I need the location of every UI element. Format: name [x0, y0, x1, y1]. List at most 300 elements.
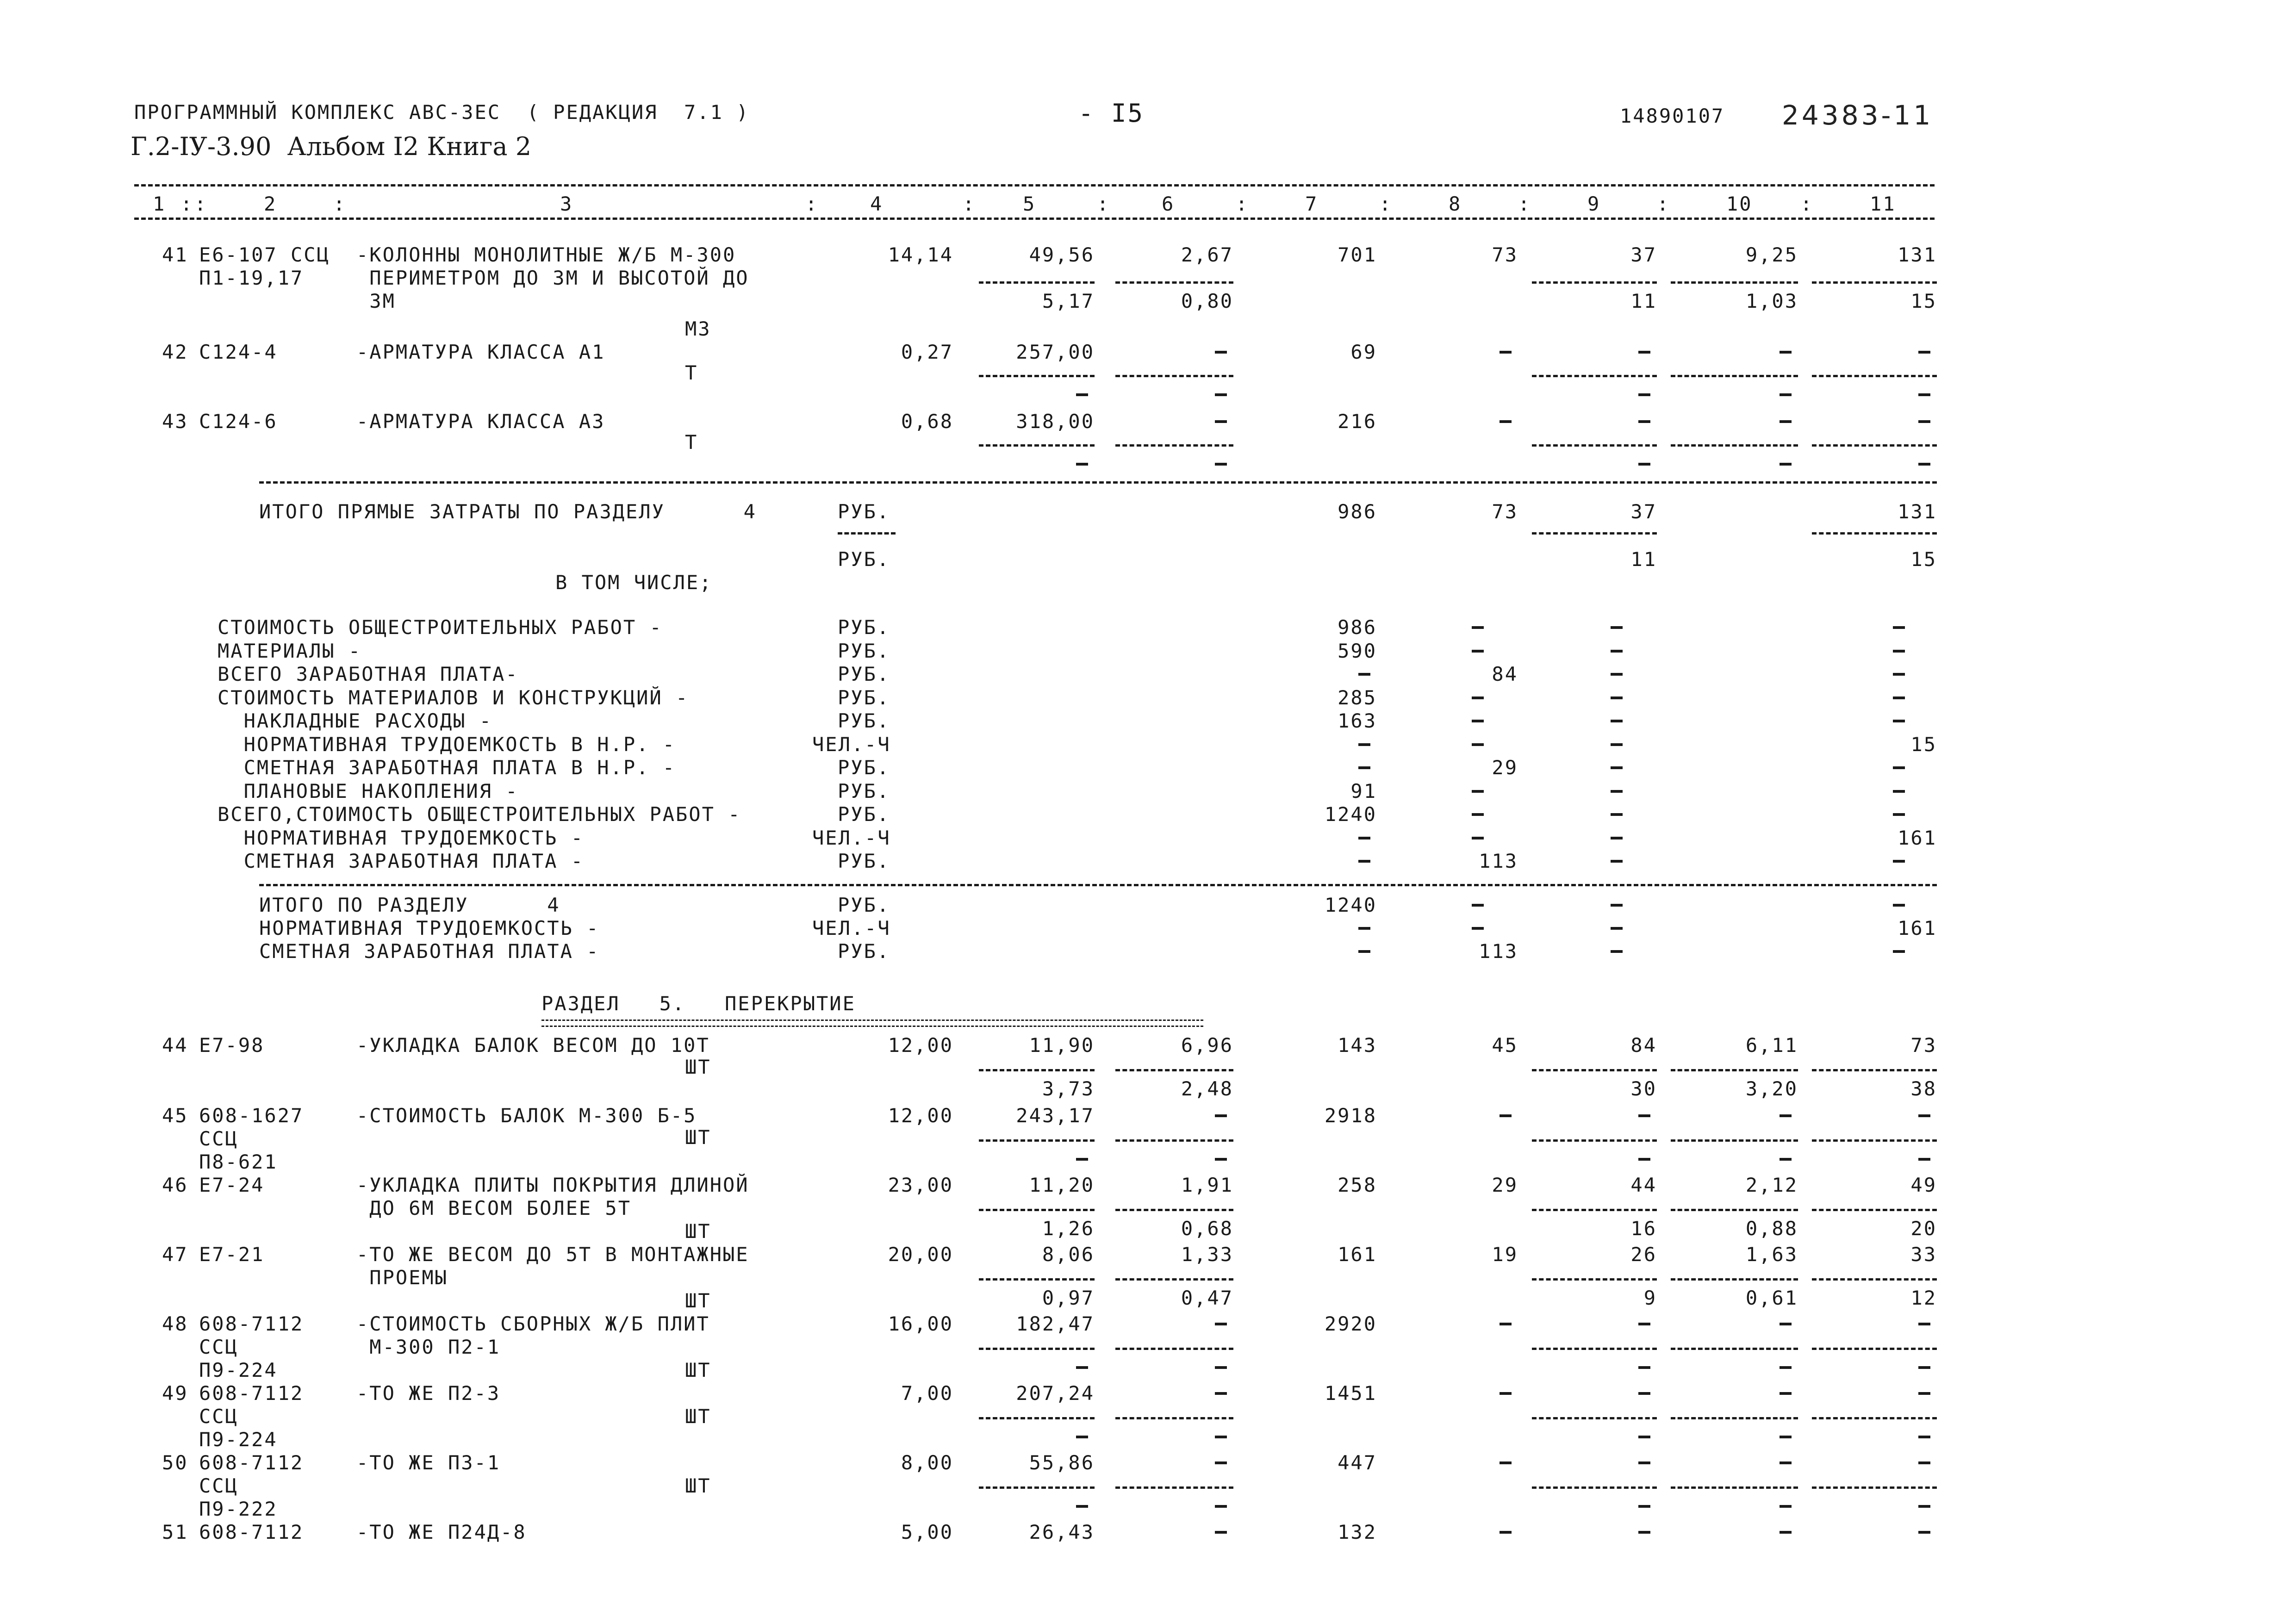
empty-subvalue-dash [1215, 1366, 1227, 1369]
row-subrule [1671, 1486, 1798, 1489]
totals-subrule [1532, 532, 1657, 535]
cell-c6: 6,96 [1181, 1034, 1233, 1057]
empty-c6-dash [1215, 1114, 1227, 1117]
totals-c8: 73 [1492, 500, 1518, 523]
empty-value-dash [1472, 696, 1484, 699]
cell-c8: 73 [1492, 243, 1518, 266]
section-5-title: РАЗДЕЛ 5. ПЕРЕКРЫТИЕ [541, 992, 856, 1015]
breakdown-unit: РУБ. [838, 803, 890, 826]
row-number: 46 [162, 1174, 188, 1196]
row-subrule [1532, 1486, 1657, 1489]
breakdown-c11: 15 [1910, 733, 1937, 756]
column-separator: : [1236, 193, 1249, 215]
document-code: 14890107 [1620, 105, 1725, 127]
row-subrule [1671, 1209, 1798, 1211]
empty-value-dash [1472, 837, 1484, 839]
cell-c5: 182,47 [1016, 1312, 1095, 1335]
row-unit: Т [685, 361, 698, 384]
row-subrule [1812, 1069, 1937, 1071]
cell-c5: 207,24 [1016, 1382, 1095, 1405]
row-subvalue: 20 [1910, 1217, 1937, 1240]
cell-c9: 84 [1630, 1034, 1657, 1057]
program-title: ПРОГРАММНЫЙ КОМПЛЕКС АВС-3ЕС ( РЕДАКЦИЯ 7.1 ) [134, 101, 750, 124]
breakdown-label: СТОИМОСТЬ ОБЩЕСТРОИТЕЛЬНЫХ РАБОТ - [218, 616, 663, 639]
breakdown-c8: 29 [1492, 756, 1518, 779]
empty-c11-dash [1918, 420, 1930, 423]
row-code: П8-621 [199, 1150, 278, 1173]
empty-value-dash [1611, 720, 1623, 722]
row-description: -СТОИМОСТЬ СБОРНЫХ Ж/Б ПЛИТ [356, 1312, 710, 1335]
row-subrule [1115, 375, 1233, 377]
empty-c11-dash [1918, 351, 1930, 354]
empty-value-dash [1611, 860, 1623, 863]
section-total-unit: РУБ. [838, 940, 890, 963]
empty-c9-dash [1638, 1323, 1650, 1325]
empty-c8-dash [1500, 1531, 1512, 1534]
column-header-7: 7 [1305, 193, 1319, 215]
page-number: - I5 [1078, 99, 1145, 128]
empty-value-dash [1358, 927, 1370, 930]
row-number: 50 [162, 1451, 188, 1474]
cell-c7: 132 [1338, 1521, 1377, 1543]
section-total-rule [259, 884, 1937, 886]
row-subvalue: 11 [1630, 290, 1657, 312]
section-total-unit: РУБ. [838, 894, 890, 916]
row-subrule [1812, 1417, 1937, 1419]
row-subvalue: 5,17 [1042, 290, 1095, 312]
row-code: П9-224 [199, 1428, 278, 1451]
empty-value-dash [1472, 927, 1484, 930]
cell-c10: 6,11 [1745, 1034, 1798, 1057]
row-unit: ШТ [685, 1289, 711, 1312]
breakdown-c8: 113 [1479, 850, 1518, 872]
row-subrule [1812, 375, 1937, 377]
column-header-4: 4 [870, 193, 884, 215]
row-subvalue: 9 [1643, 1287, 1657, 1309]
row-subrule [979, 444, 1095, 447]
row-subrule [1115, 1209, 1233, 1211]
cell-c7: 161 [1338, 1243, 1377, 1266]
row-code: 608-7112 [199, 1451, 304, 1474]
row-quantity: 23,00 [888, 1174, 953, 1196]
row-subrule [1671, 1348, 1798, 1350]
row-code: П9-224 [199, 1359, 278, 1381]
empty-c6-dash [1215, 1461, 1227, 1464]
row-subrule [1532, 1348, 1657, 1350]
empty-subvalue-dash [1780, 1436, 1792, 1438]
row-code: 608-7112 [199, 1521, 304, 1543]
cell-c7: 447 [1338, 1451, 1377, 1474]
breakdown-unit: РУБ. [838, 850, 890, 872]
row-unit: ШТ [685, 1056, 711, 1078]
breakdown-label: СМЕТНАЯ ЗАРАБОТНАЯ ПЛАТА В Н.Р. - [218, 756, 676, 779]
cell-c5: 8,06 [1042, 1243, 1095, 1266]
breakdown-unit: РУБ. [838, 686, 890, 709]
cell-c8: 19 [1492, 1243, 1518, 1266]
row-unit: ШТ [685, 1126, 711, 1149]
row-code: ССЦ [199, 1474, 238, 1497]
column-header-3: 3 [560, 193, 573, 215]
empty-value-dash [1893, 766, 1905, 769]
empty-value-dash [1611, 696, 1623, 699]
row-description: -ТО ЖЕ ВЕСОМ ДО 5Т В МОНТАЖНЫЕ [356, 1243, 749, 1266]
cell-c6: 1,33 [1181, 1243, 1233, 1266]
row-subrule [1532, 281, 1657, 284]
row-subrule [1532, 1139, 1657, 1142]
column-header-6: 6 [1162, 193, 1175, 215]
empty-value-dash [1893, 720, 1905, 722]
row-subvalue: 0,68 [1181, 1217, 1233, 1240]
column-header-1: 1 [153, 193, 166, 215]
row-code: П9-222 [199, 1498, 278, 1520]
header-rule-bottom [134, 218, 1935, 220]
row-subrule [1671, 1069, 1798, 1071]
cell-c11: 49 [1910, 1174, 1937, 1196]
empty-subvalue-dash [1215, 1505, 1227, 1508]
row-number: 45 [162, 1104, 188, 1127]
empty-c9-dash [1638, 420, 1650, 423]
row-unit: ШТ [685, 1405, 711, 1428]
row-subrule [1115, 1348, 1233, 1350]
column-header-10: 10 [1726, 193, 1753, 215]
row-description: -АРМАТУРА КЛАССА А3 [356, 410, 605, 433]
row-unit: Т [685, 431, 698, 454]
totals-unit2: РУБ. [838, 548, 890, 571]
handwritten-number: 24383-11 [1782, 99, 1934, 131]
section-total-c8: 113 [1479, 940, 1518, 963]
column-header-5: 5 [1023, 193, 1036, 215]
row-code: Е6-107 ССЦ [199, 243, 330, 266]
empty-c8-dash [1500, 1114, 1512, 1117]
row-subrule [979, 1139, 1095, 1142]
row-number: 47 [162, 1243, 188, 1266]
empty-c6-dash [1215, 1531, 1227, 1534]
cell-c10: 1,63 [1745, 1243, 1798, 1266]
breakdown-label: НАКЛАДНЫЕ РАСХОДЫ - [218, 709, 493, 732]
column-separator: : [194, 193, 208, 215]
breakdown-label: СМЕТНАЯ ЗАРАБОТНАЯ ПЛАТА - [218, 850, 585, 872]
row-quantity: 14,14 [888, 243, 953, 266]
row-subvalue: 0,61 [1745, 1287, 1798, 1309]
row-description: 3М [356, 290, 396, 312]
empty-subvalue-dash [1638, 1505, 1650, 1508]
empty-subvalue-dash [1215, 1158, 1227, 1161]
empty-subvalue-dash [1780, 1505, 1792, 1508]
breakdown-unit: РУБ. [838, 639, 890, 662]
row-subrule [1115, 1069, 1233, 1071]
totals-rule [259, 481, 1937, 484]
row-subrule [1532, 1209, 1657, 1211]
breakdown-c7: 986 [1338, 616, 1377, 639]
row-description: -УКЛАДКА БАЛОК ВЕСОМ ДО 10Т [356, 1034, 710, 1057]
column-header-2: 2 [264, 193, 277, 215]
column-separator: : [963, 193, 976, 215]
row-subvalue: 0,80 [1181, 290, 1233, 312]
empty-subvalue-dash [1638, 1366, 1650, 1369]
row-quantity: 20,00 [888, 1243, 953, 1266]
row-quantity: 16,00 [888, 1312, 953, 1335]
empty-c10-dash [1780, 1323, 1792, 1325]
empty-value-dash [1893, 650, 1905, 653]
row-subrule [1812, 1139, 1937, 1142]
cell-c5: 243,17 [1016, 1104, 1095, 1127]
row-description: М-300 П2-1 [356, 1336, 501, 1358]
section-total-unit: ЧЕЛ.-Ч [812, 917, 891, 939]
empty-subvalue-dash [1638, 463, 1650, 466]
empty-c10-dash [1780, 1392, 1792, 1395]
cell-c8: 45 [1492, 1034, 1518, 1057]
cell-c7: 143 [1338, 1034, 1377, 1057]
empty-subvalue-dash [1076, 1505, 1088, 1508]
empty-subvalue-dash [1215, 393, 1227, 396]
empty-subvalue-dash [1780, 1158, 1792, 1161]
empty-c10-dash [1780, 1461, 1792, 1464]
totals-c11b: 15 [1910, 548, 1937, 571]
cell-c5: 318,00 [1016, 410, 1095, 433]
row-subvalue: 3,73 [1042, 1077, 1095, 1100]
column-separator: : [180, 193, 194, 215]
empty-subvalue-dash [1780, 393, 1792, 396]
row-subrule [1532, 1417, 1657, 1419]
cell-c5: 257,00 [1016, 341, 1095, 363]
section-total-label: ИТОГО ПО РАЗДЕЛУ 4 [259, 894, 560, 916]
empty-value-dash [1472, 743, 1484, 746]
empty-subvalue-dash [1215, 1436, 1227, 1438]
cell-c6: 2,67 [1181, 243, 1233, 266]
totals-c9b: 11 [1630, 548, 1657, 571]
empty-value-dash [1611, 766, 1623, 769]
row-number: 51 [162, 1521, 188, 1543]
empty-c9-dash [1638, 1114, 1650, 1117]
column-separator: : [1097, 193, 1110, 215]
column-separator: : [1657, 193, 1670, 215]
breakdown-label: НОРМАТИВНАЯ ТРУДОЕМКОСТЬ В Н.Р. - [218, 733, 676, 756]
empty-c8-dash [1500, 420, 1512, 423]
row-subrule [1115, 444, 1233, 447]
row-quantity: 0,68 [901, 410, 953, 433]
empty-c6-dash [1215, 351, 1227, 354]
empty-value-dash [1472, 626, 1484, 629]
cell-c11: 131 [1898, 243, 1937, 266]
row-subrule [1115, 1486, 1233, 1489]
empty-c10-dash [1780, 420, 1792, 423]
row-subvalue: 16 [1630, 1217, 1657, 1240]
row-subvalue: 0,47 [1181, 1287, 1233, 1309]
column-header-9: 9 [1587, 193, 1601, 215]
row-description: -АРМАТУРА КЛАССА А1 [356, 341, 605, 363]
column-header-8: 8 [1449, 193, 1462, 215]
empty-value-dash [1472, 813, 1484, 816]
cell-c5: 55,86 [1029, 1451, 1095, 1474]
empty-c11-dash [1918, 1531, 1930, 1534]
row-description: ПЕРИМЕТРОМ ДО 3М И ВЫСОТОЙ ДО [356, 267, 749, 289]
cell-c5: 11,20 [1029, 1174, 1095, 1196]
empty-value-dash [1472, 720, 1484, 722]
cell-c5: 11,90 [1029, 1034, 1095, 1057]
empty-c6-dash [1215, 420, 1227, 423]
row-subrule [1532, 444, 1657, 447]
row-subrule [1671, 1139, 1798, 1142]
row-unit: ШТ [685, 1220, 711, 1243]
row-code: 608-7112 [199, 1312, 304, 1335]
empty-value-dash [1893, 696, 1905, 699]
breakdown-unit: РУБ. [838, 616, 890, 639]
empty-value-dash [1358, 860, 1370, 863]
empty-value-dash [1611, 813, 1623, 816]
row-number: 44 [162, 1034, 188, 1057]
breakdown-label: НОРМАТИВНАЯ ТРУДОЕМКОСТЬ - [218, 826, 585, 849]
empty-value-dash [1611, 904, 1623, 907]
empty-value-dash [1358, 673, 1370, 676]
empty-c9-dash [1638, 1392, 1650, 1395]
breakdown-c7: 590 [1338, 639, 1377, 662]
breakdown-label: ПЛАНОВЫЕ НАКОПЛЕНИЯ - [218, 779, 519, 802]
empty-subvalue-dash [1918, 1158, 1930, 1161]
row-code: Е7-98 [199, 1034, 265, 1057]
row-description: ПРОЕМЫ [356, 1266, 448, 1289]
empty-c6-dash [1215, 1392, 1227, 1395]
empty-c10-dash [1780, 1114, 1792, 1117]
section-total-c11: 161 [1898, 917, 1937, 939]
empty-subvalue-dash [1638, 1158, 1650, 1161]
cell-c10: 9,25 [1745, 243, 1798, 266]
breakdown-label: МАТЕРИАЛЫ - [218, 639, 362, 662]
row-subrule [1812, 1278, 1937, 1281]
empty-subvalue-dash [1638, 393, 1650, 396]
empty-value-dash [1611, 950, 1623, 953]
row-subrule [1532, 1069, 1657, 1071]
section-total-label: НОРМАТИВНАЯ ТРУДОЕМКОСТЬ - [259, 917, 600, 939]
column-separator: : [1379, 193, 1393, 215]
column-header-11: 11 [1870, 193, 1896, 215]
row-description: -ТО ЖЕ П24Д-8 [356, 1521, 527, 1543]
row-subrule [979, 1348, 1095, 1350]
empty-value-dash [1358, 950, 1370, 953]
empty-c11-dash [1918, 1114, 1930, 1117]
row-subvalue: 2,48 [1181, 1077, 1233, 1100]
row-code: П1-19,17 [199, 267, 304, 289]
cell-c9: 44 [1630, 1174, 1657, 1196]
row-subrule [979, 375, 1095, 377]
column-separator: : [1800, 193, 1814, 215]
empty-value-dash [1611, 837, 1623, 839]
row-subvalue: 0,97 [1042, 1287, 1095, 1309]
empty-subvalue-dash [1076, 393, 1088, 396]
column-separator: : [333, 193, 347, 215]
totals-c11: 131 [1898, 500, 1937, 523]
empty-value-dash [1893, 813, 1905, 816]
empty-value-dash [1358, 837, 1370, 839]
row-subrule [979, 1069, 1095, 1071]
empty-c9-dash [1638, 1461, 1650, 1464]
row-subvalue: 12 [1910, 1287, 1937, 1309]
breakdown-label: СТОИМОСТЬ МАТЕРИАЛОВ И КОНСТРУКЦИЙ - [218, 686, 689, 709]
empty-subvalue-dash [1780, 1366, 1792, 1369]
totals-unit: РУБ. [838, 500, 890, 523]
empty-value-dash [1611, 743, 1623, 746]
row-subvalue: 1,03 [1745, 290, 1798, 312]
cell-c11: 33 [1910, 1243, 1937, 1266]
row-subvalue: 1,26 [1042, 1217, 1095, 1240]
totals-subrule [838, 532, 896, 535]
row-subvalue: 0,88 [1745, 1217, 1798, 1240]
row-subrule [1671, 444, 1798, 447]
breakdown-c11: 161 [1898, 826, 1937, 849]
row-unit: М3 [685, 317, 711, 340]
cell-c5: 49,56 [1029, 243, 1095, 266]
empty-value-dash [1611, 673, 1623, 676]
empty-subvalue-dash [1918, 1366, 1930, 1369]
cell-c7: 2918 [1324, 1104, 1377, 1127]
empty-c8-dash [1500, 1323, 1512, 1325]
breakdown-unit: ЧЕЛ.-Ч [812, 733, 891, 756]
row-subvalue: 38 [1910, 1077, 1937, 1100]
empty-value-dash [1893, 860, 1905, 863]
empty-value-dash [1893, 626, 1905, 629]
row-subrule [1812, 1348, 1937, 1350]
row-number: 42 [162, 341, 188, 363]
row-subrule [1812, 1209, 1937, 1211]
empty-c8-dash [1500, 1392, 1512, 1395]
row-subrule [979, 1417, 1095, 1419]
row-quantity: 0,27 [901, 341, 953, 363]
empty-value-dash [1611, 626, 1623, 629]
cell-c7: 258 [1338, 1174, 1377, 1196]
row-number: 43 [162, 410, 188, 433]
empty-value-dash [1611, 927, 1623, 930]
row-subrule [979, 281, 1095, 284]
empty-value-dash [1358, 743, 1370, 746]
row-quantity: 5,00 [901, 1521, 953, 1543]
row-code: 608-7112 [199, 1382, 304, 1405]
empty-subvalue-dash [1780, 463, 1792, 466]
empty-value-dash [1893, 673, 1905, 676]
row-subrule [1812, 1486, 1937, 1489]
row-subrule [979, 1209, 1095, 1211]
row-subrule [979, 1486, 1095, 1489]
row-quantity: 12,00 [888, 1104, 953, 1127]
row-unit: ШТ [685, 1359, 711, 1381]
column-separator: : [1518, 193, 1531, 215]
empty-c11-dash [1918, 1392, 1930, 1395]
document-subtitle: Г.2-IУ-3.90 Альбом I2 Книга 2 [131, 132, 532, 161]
empty-value-dash [1611, 790, 1623, 793]
row-subrule [1115, 1278, 1233, 1281]
empty-value-dash [1611, 650, 1623, 653]
row-description: -ТО ЖЕ П2-3 [356, 1382, 501, 1405]
empty-c11-dash [1918, 1323, 1930, 1325]
cell-c5: 26,43 [1029, 1521, 1095, 1543]
totals-c9: 37 [1630, 500, 1657, 523]
row-code: Е7-24 [199, 1174, 265, 1196]
row-subrule [1671, 1417, 1798, 1419]
row-subrule [1532, 375, 1657, 377]
breakdown-c7: 91 [1350, 779, 1377, 802]
row-subvalue: 3,20 [1745, 1077, 1798, 1100]
empty-value-dash [1472, 650, 1484, 653]
row-description: -УКЛАДКА ПЛИТЫ ПОКРЫТИЯ ДЛИНОЙ [356, 1174, 749, 1196]
empty-value-dash [1472, 904, 1484, 907]
breakdown-unit: РУБ. [838, 663, 890, 685]
breakdown-c7: 285 [1338, 686, 1377, 709]
empty-subvalue-dash [1638, 1436, 1650, 1438]
row-subrule [1671, 281, 1798, 284]
row-quantity: 12,00 [888, 1034, 953, 1057]
empty-value-dash [1472, 790, 1484, 793]
breakdown-c7: 163 [1338, 709, 1377, 732]
empty-c10-dash [1780, 1531, 1792, 1534]
empty-subvalue-dash [1076, 463, 1088, 466]
